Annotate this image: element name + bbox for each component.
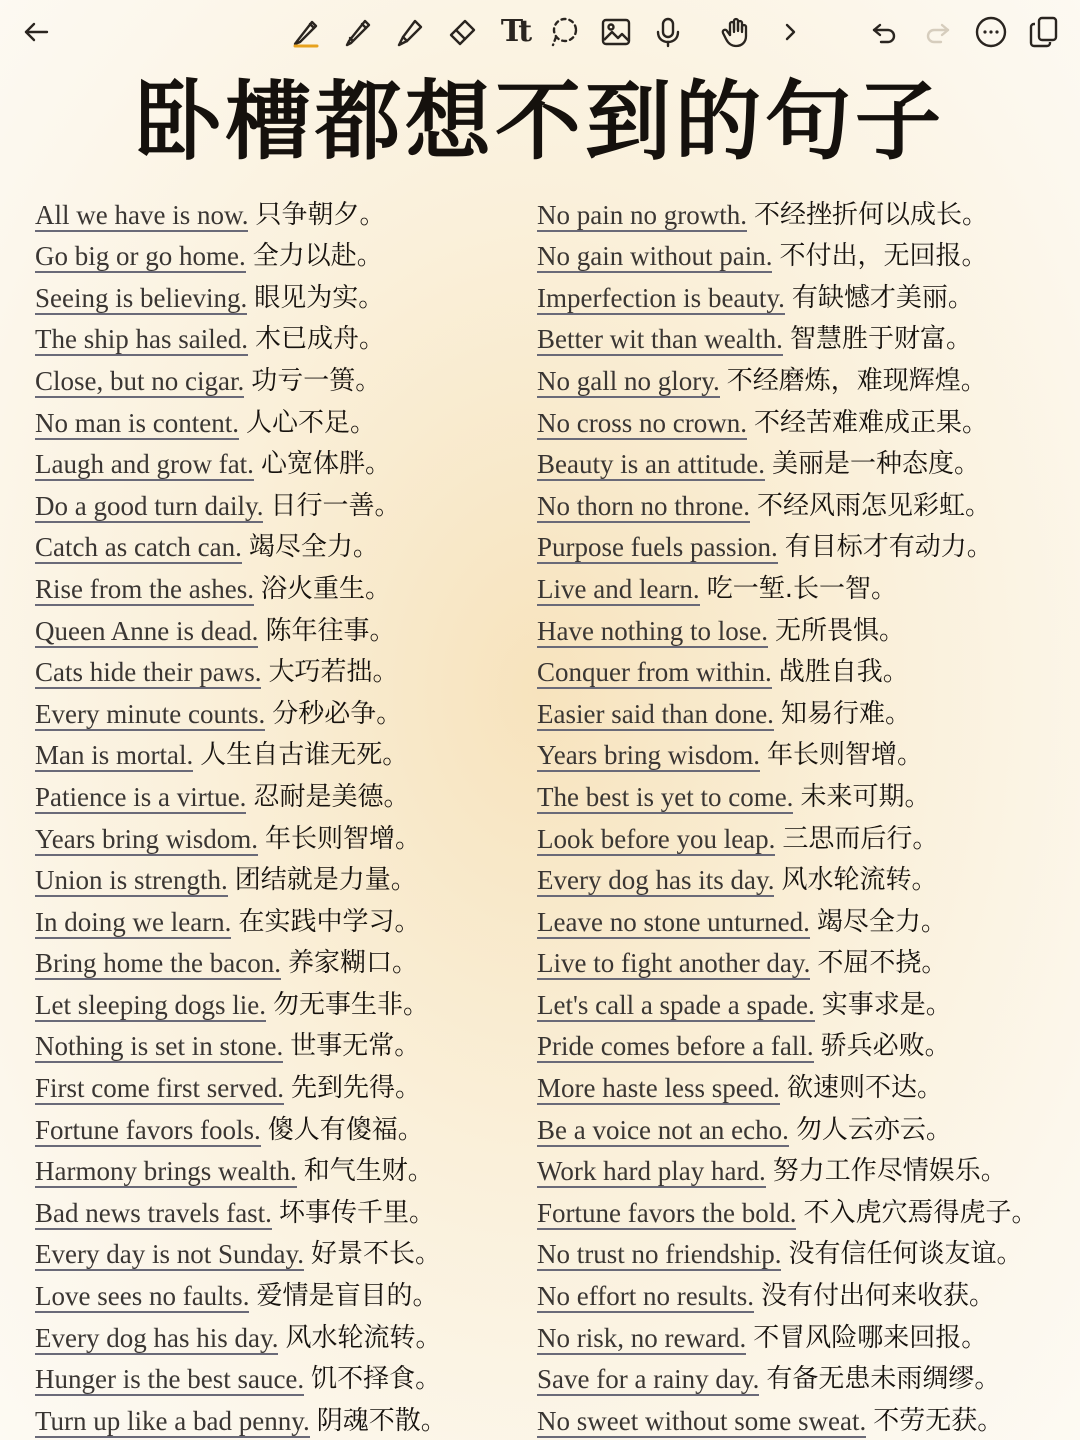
phrase-row [537,689,1072,731]
english-phrase: Fortune favors fools. [35,1114,261,1145]
phrase-row [537,1396,1072,1438]
english-phrase: No man is content. [35,407,239,438]
chinese-translation: 不冒风险哪来回报。 [753,1322,988,1353]
english-phrase: Let sleeping dogs lie. [35,989,266,1020]
phrase-row [35,1147,525,1189]
chinese-translation: 三思而后行。 [782,823,939,854]
phrase-row [35,689,525,731]
eraser-icon[interactable] [440,10,484,54]
chinese-translation: 有目标才有动力。 [784,532,993,563]
chinese-translation: 心宽体胖。 [260,449,391,480]
english-phrase: Years bring wisdom. [537,740,761,771]
english-phrase: Leave no stone unturned. [537,906,810,937]
chinese-translation: 爱情是盲目的。 [256,1281,439,1312]
text-tool-icon[interactable]: Tt [500,14,528,49]
english-phrase: Hunger is the best sauce. [35,1364,305,1395]
english-phrase: Man is mortal. [35,740,194,771]
chinese-translation: 团结就是力量。 [234,865,417,896]
chinese-translation: 日行一善。 [270,490,401,521]
english-phrase: All we have is now. [35,199,249,230]
english-phrase: No cross no crown. [537,407,747,438]
english-phrase: Have nothing to lose. [537,615,768,646]
phrase-row [35,606,525,648]
highlighter-icon[interactable] [388,10,432,54]
chinese-translation: 忍耐是美德。 [253,781,410,812]
english-phrase: Every minute counts. [35,698,266,729]
english-phrase: Every dog has his day. [35,1322,279,1353]
english-phrase: Rise from the ashes. [35,573,254,604]
english-phrase: Queen Anne is dead. [35,615,259,646]
chinese-translation: 知易行难。 [780,698,911,729]
english-phrase: No thorn no throne. [537,490,750,521]
chinese-translation: 陈年往事。 [265,615,396,646]
phrase-row [537,1271,1072,1313]
pencil-icon[interactable] [336,10,380,54]
phrase-row [35,1230,525,1272]
chinese-translation: 没有信任何谈友谊。 [788,1239,1023,1270]
phrase-row [537,398,1072,440]
chinese-translation: 有备无患未雨绸缪。 [766,1364,1001,1395]
phrase-row [35,1022,525,1064]
chinese-translation: 战胜自我。 [778,657,909,688]
chinese-translation: 竭尽全力。 [248,532,379,563]
phrase-row [537,897,1072,939]
english-phrase: In doing we learn. [35,906,232,937]
chinese-translation: 饥不择食。 [311,1364,442,1395]
chinese-translation: 浴火重生。 [260,573,391,604]
english-phrase: Live to fight another day. [537,948,811,979]
image-icon[interactable] [594,10,638,54]
english-phrase: Cats hide their paws. [35,657,262,688]
english-phrase: No gain without pain. [537,241,773,272]
chinese-translation: 只争朝夕。 [255,199,386,230]
microphone-icon[interactable] [646,10,690,54]
phrase-row [537,564,1072,606]
chinese-translation: 大巧若拙。 [268,657,399,688]
phrase-row [35,1271,525,1313]
phrase-row [537,606,1072,648]
chinese-translation: 努力工作尽情娱乐。 [772,1156,1007,1187]
phrase-row [35,398,525,440]
chinese-translation: 风水轮流转。 [285,1322,442,1353]
phrase-row [537,273,1072,315]
chinese-translation: 先到先得。 [290,1073,421,1104]
english-phrase: No gall no glory. [537,365,720,396]
english-phrase: Seeing is believing. [35,282,248,313]
english-phrase: Catch as catch can. [35,532,242,563]
phrase-row [537,481,1072,523]
chinese-translation: 人心不足。 [245,407,376,438]
english-phrase: Nothing is set in stone. [35,1031,284,1062]
english-phrase: Purpose fuels passion. [537,532,778,563]
chinese-translation: 不入虎穴焉得虎子。 [803,1197,1038,1228]
chinese-translation: 不经风雨怎见彩虹。 [756,490,991,521]
phrase-row [537,1063,1072,1105]
chinese-translation: 世事无常。 [290,1031,421,1062]
pen-icon[interactable] [284,10,328,54]
chinese-translation: 竭尽全力。 [816,906,947,937]
phrase-row [537,1188,1072,1230]
phrase-row [35,856,525,898]
english-phrase: The ship has sailed. [35,324,248,355]
phrase-row [35,1188,525,1230]
phrase-row [537,1022,1072,1064]
english-phrase: Fortune favors the bold. [537,1197,797,1228]
phrase-row [537,190,1072,232]
phrase-row [35,232,525,274]
chinese-translation: 傻人有傻福。 [267,1114,424,1145]
lasso-icon[interactable] [542,10,586,54]
english-phrase: Let's call a spade a spade. [537,989,815,1020]
phrase-row [35,1063,525,1105]
english-phrase: Laugh and grow fat. [35,449,254,480]
english-phrase: Every day is not Sunday. [35,1239,304,1270]
english-phrase: Work hard play hard. [537,1156,766,1187]
english-phrase: No risk, no reward. [537,1322,747,1353]
phrase-row [35,356,525,398]
chinese-translation: 欲速则不达。 [786,1073,943,1104]
english-phrase: Be a voice not an echo. [537,1114,789,1145]
english-phrase: Pride comes before a fall. [537,1031,814,1062]
english-phrase: Imperfection is beauty. [537,282,785,313]
phrase-row [35,731,525,773]
english-phrase: Easier said than done. [537,698,774,729]
chinese-translation: 未来可期。 [800,781,931,812]
chinese-translation: 功亏一篑。 [251,365,382,396]
phrase-row [537,523,1072,565]
phrase-row [35,190,525,232]
chinese-translation: 无所畏惧。 [774,615,905,646]
phrase-row [537,356,1072,398]
english-phrase: Close, but no cigar. [35,365,245,396]
chinese-translation: 风水轮流转。 [781,865,938,896]
phrase-row [537,315,1072,357]
chinese-translation: 木已成舟。 [254,324,385,355]
phrase-row [35,1105,525,1147]
phrase-row [35,564,525,606]
phrase-row [537,856,1072,898]
hand-gesture-icon[interactable] [714,10,758,54]
chinese-translation: 美丽是一种态度。 [771,449,980,480]
phrase-row [35,440,525,482]
phrase-row [35,897,525,939]
english-phrase: Go big or go home. [35,241,246,272]
english-phrase: No trust no friendship. [537,1239,782,1270]
english-phrase: The best is yet to come. [537,781,794,812]
english-phrase: More haste less speed. [537,1073,780,1104]
left-phrase-column [35,190,525,1438]
english-phrase: Do a good turn daily. [35,490,264,521]
phrase-row [35,648,525,690]
english-phrase: Better wit than wealth. [537,324,783,355]
english-phrase: Look before you leap. [537,823,776,854]
chinese-translation: 不经磨炼，难现辉煌。 [726,365,987,396]
english-phrase: Live and learn. [537,573,700,604]
phrase-row [537,1355,1072,1397]
phrase-row [537,1230,1072,1272]
more-icon[interactable] [969,10,1013,54]
phrase-row [35,939,525,981]
chinese-translation: 不劳无获。 [873,1405,1004,1436]
phrase-row [537,939,1072,981]
phrase-row [537,814,1072,856]
chevron-right-icon[interactable] [768,10,812,54]
chinese-translation: 眼见为实。 [254,282,385,313]
english-phrase: Beauty is an attitude. [537,449,765,480]
chinese-translation: 好景不长。 [310,1239,441,1270]
chinese-translation: 和气生财。 [303,1156,434,1187]
english-phrase: Harmony brings wealth. [35,1156,297,1187]
phrase-row [35,273,525,315]
chinese-translation: 没有付出何来收获。 [760,1281,995,1312]
chinese-translation: 坏事传千里。 [278,1197,435,1228]
chinese-translation: 勿人云亦云。 [795,1114,952,1145]
back-arrow-icon[interactable] [14,10,58,54]
chinese-translation: 年长则智增。 [767,740,924,771]
phrase-row [537,1105,1072,1147]
chinese-translation: 养家糊口。 [287,948,418,979]
chinese-translation: 智慧胜于财富。 [789,324,972,355]
english-phrase: Bring home the bacon. [35,948,281,979]
chinese-translation: 不付出，无回报。 [779,241,988,272]
phrase-row [537,1147,1072,1189]
english-phrase: Union is strength. [35,865,228,896]
page-title: 卧槽都想不到的句子 [135,72,945,172]
phrase-row [35,523,525,565]
english-phrase: Bad news travels fast. [35,1197,272,1228]
english-phrase: Years bring wisdom. [35,823,259,854]
english-phrase: Every dog has its day. [537,865,775,896]
phrase-row [35,772,525,814]
chinese-translation: 在实践中学习。 [238,906,421,937]
english-phrase: Patience is a virtue. [35,781,247,812]
english-phrase: Conquer from within. [537,657,772,688]
chinese-translation: 不屈不挠。 [817,948,948,979]
phrase-row [35,1355,525,1397]
chinese-translation: 实事求是。 [821,989,952,1020]
undo-icon[interactable] [862,10,906,54]
chinese-translation: 阴魂不散。 [316,1405,447,1436]
right-phrase-column [537,190,1072,1438]
redo-icon[interactable] [916,10,960,54]
chinese-translation: 吃一堑.长一智。 [706,573,897,604]
chinese-translation: 有缺憾才美丽。 [791,282,974,313]
english-phrase: No pain no growth. [537,199,747,230]
chinese-translation: 勿无事生非。 [272,989,429,1020]
phrase-row [537,731,1072,773]
pages-icon[interactable] [1022,10,1066,54]
chinese-translation: 不经苦难难成正果。 [753,407,988,438]
english-phrase: Turn up like a bad penny. [35,1405,310,1436]
phrase-row [35,1313,525,1355]
phrase-row [537,440,1072,482]
phrase-row [537,772,1072,814]
english-phrase: Love sees no faults. [35,1281,250,1312]
chinese-translation: 人生自古谁无死。 [200,740,409,771]
phrase-row [35,814,525,856]
phrase-row [537,232,1072,274]
chinese-translation: 年长则智增。 [265,823,422,854]
english-phrase: Save for a rainy day. [537,1364,760,1395]
toolbar [0,0,1080,64]
english-phrase: First come first served. [35,1073,284,1104]
phrase-row [537,1313,1072,1355]
phrase-row [35,1396,525,1438]
chinese-translation: 骄兵必败。 [820,1031,951,1062]
chinese-translation: 分秒必争。 [272,698,403,729]
phrase-row [35,481,525,523]
english-phrase: No effort no results. [537,1281,754,1312]
chinese-translation: 不经挫折何以成长。 [753,199,988,230]
english-phrase: No sweet without some sweat. [537,1405,867,1436]
phrase-row [35,980,525,1022]
chinese-translation: 全力以赴。 [252,241,383,272]
phrase-row [537,648,1072,690]
phrase-row [537,980,1072,1022]
phrase-row [35,315,525,357]
